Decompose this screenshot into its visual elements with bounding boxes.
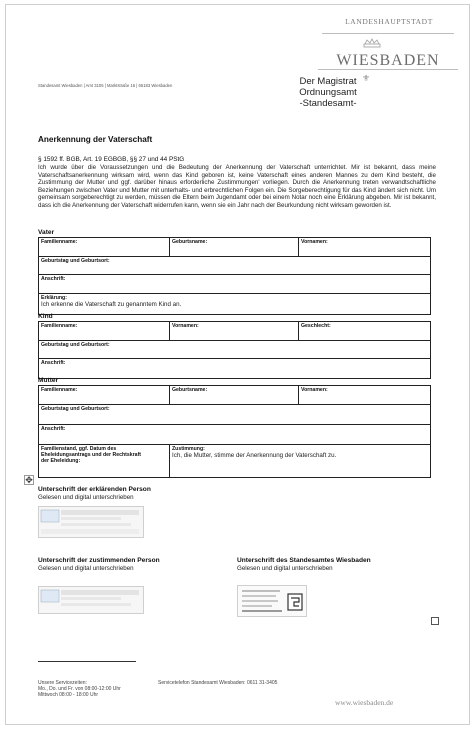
section-mutter: Mutter — [38, 377, 59, 384]
field-label: Geburtsname: — [172, 387, 208, 393]
field-label: Anschrift: — [41, 360, 66, 366]
body-text: Ich wurde über die Voraussetzungen und die Bedeutung der Anerkennung der Vaterschaft unterrichtet. Mir ist bekannt, dass meine Vaterschaftsanerkennung wirksam wird, wenn das Kind geboren ist, keine Vaterschaft eines anderen Mannes zu dem Kind besteht, die Zustimmung der Mutter und ggf. darüber hinaus erforderliche Zustimmungen' vorliegen. Durch die Anerkennung treten verwandtschaftliche Beziehungen zwischen Vater und Mutter mit unterhalts- und erbrechtlichen Folgen ein. Die Sorgeberechtigung für das Kind ändert sich nicht. Um gemeinsam sorgeberechtigt zu werden, müssen die Eltern beim Jugendamt oder bei einem Notar noch eine Erklärung abgeben. Mir ist bekannt, dass ich die Anerkennung der Vaterschaft widerrufen kann, wenn sie ein Jahr nach der Beurkundung nicht wirksam geworden ist. — [38, 164, 436, 209]
field-label: Familienstand, ggf. Datum des Eheleidungsantrags und der Rechtskraft der Eheleidung: — [41, 446, 142, 464]
field-label: Geschlecht: — [301, 323, 331, 329]
legal-basis: § 1592 ff. BGB, Art. 19 EGBGB, §§ 27 und 44 PStG — [38, 156, 185, 163]
header-divider — [322, 33, 454, 34]
field-label: Anschrift: — [41, 426, 66, 432]
section-vater: Vater — [38, 229, 55, 236]
field-label: Vornamen: — [301, 387, 328, 393]
website-link[interactable]: www.wiesbaden.de — [335, 698, 394, 707]
signature-subtext: Gelesen und digital unterschrieben — [237, 565, 333, 572]
department-line: Ordnungsamt — [299, 87, 357, 98]
sender-line: Standesamt Wiesbaden | Amt 3105 | Marktstraße 16 | 65183 Wiesbaden — [38, 83, 173, 88]
department-line: Der Magistrat — [299, 76, 357, 87]
document-title: Anerkennung der Vaterschaft — [38, 135, 153, 144]
signature-heading: Unterschrift der zustimmenden Person — [38, 557, 160, 564]
page-checkbox[interactable] — [431, 617, 439, 625]
signature-stamp-icon — [39, 507, 143, 537]
field-label: Erklärung: — [41, 295, 67, 301]
footer-divider — [38, 661, 136, 662]
signature-subtext: Gelesen und digital unterschrieben — [38, 494, 134, 501]
mutter-table — [38, 385, 431, 478]
field-label: Geburtstag und Geburtsort: — [41, 342, 110, 348]
office-seal-image — [237, 585, 307, 617]
city-name: WIESBADEN — [336, 52, 440, 69]
field-label: Anschrift: — [41, 276, 66, 282]
vater-table — [38, 237, 431, 315]
field-label: Vornamen: — [301, 239, 328, 245]
move-handle-icon[interactable]: ✥ — [25, 475, 33, 485]
section-kind: Kind — [38, 313, 53, 320]
kind-table — [38, 321, 431, 379]
field-label: Familienname: — [41, 387, 78, 393]
header-divider — [318, 69, 458, 70]
consent-text: Ich, die Mutter, stimme der Anerkennung der Vaterschaft zu. — [172, 452, 337, 459]
crown-icon — [363, 38, 381, 48]
signature-image — [38, 506, 144, 538]
signature-stamp-icon — [39, 587, 143, 613]
service-hours: Unsere Servicezeiten: Mo., Do. und Fr. von 08:00-12:00 Uhr Mittwoch 08:00 - 18:00 Uhr — [38, 680, 121, 698]
department-block — [286, 76, 370, 109]
signature-heading: Unterschrift des Standesamtes Wiesbaden — [237, 557, 371, 564]
service-phone: Servicetelefon Standesamt Wiesbaden: 0611 31-3405 — [158, 680, 278, 686]
department-line: -Standesamt- — [299, 98, 357, 109]
signature-image — [38, 586, 144, 614]
crest-icon: ⚜ — [362, 73, 371, 83]
field-label: Vornamen: — [172, 323, 199, 329]
signature-heading: Unterschrift der erklärenden Person — [38, 486, 151, 493]
city-top-label: LANDESHAUPTSTADT — [345, 17, 433, 26]
declaration-text: Ich erkenne die Vaterschaft zu genanntem Kind an. — [41, 301, 182, 308]
field-label: Zustimmung: — [172, 446, 205, 452]
field-label: Familienname: — [41, 323, 78, 329]
field-label: Geburtstag und Geburtsort: — [41, 258, 110, 264]
signature-subtext: Gelesen und digital unterschrieben — [38, 565, 134, 572]
field-label: Geburtstag und Geburtsort: — [41, 406, 110, 412]
field-label: Geburtsname: — [172, 239, 208, 245]
field-label: Familienname: — [41, 239, 78, 245]
office-seal-icon — [238, 586, 306, 616]
